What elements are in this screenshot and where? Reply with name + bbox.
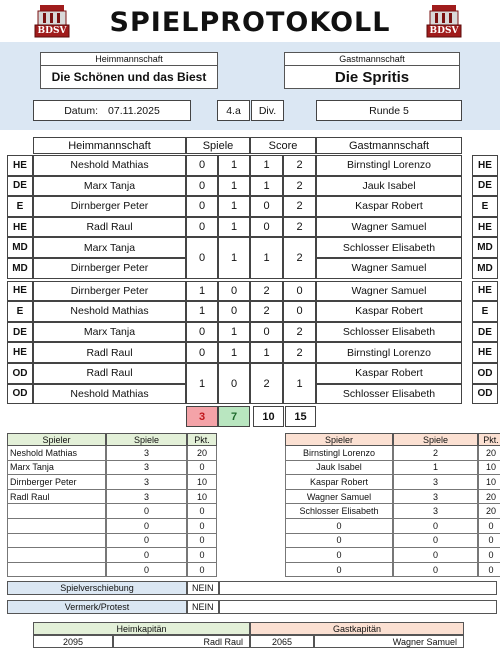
date-value: 07.11.2025 xyxy=(108,104,160,117)
postpone-label: Spielverschiebung xyxy=(7,581,187,595)
home-player-name: Radl Raul xyxy=(33,342,186,363)
away-player-name: Schlosser Elisabeth xyxy=(285,504,393,519)
score-away: 2 xyxy=(283,237,316,278)
score-home: 0 xyxy=(250,196,283,217)
away-player-points: 0 xyxy=(478,548,500,563)
home-player-points: 0 xyxy=(187,461,217,476)
games-away: 1 xyxy=(218,217,250,238)
score-home: 2 xyxy=(250,363,283,404)
home-player-name: Marx Tanja xyxy=(33,322,186,343)
away-captain-id: 2065 xyxy=(250,635,314,648)
match-type-right: HE xyxy=(472,217,498,238)
score-away: 2 xyxy=(283,176,316,197)
score-away: 2 xyxy=(283,217,316,238)
score-home: 2 xyxy=(250,301,283,322)
away-player-name: 0 xyxy=(285,563,393,578)
league-field: 4.a xyxy=(217,100,250,121)
away-col-header-points: Pkt. xyxy=(478,433,500,446)
home-player-points: 10 xyxy=(187,490,217,505)
games-home: 0 xyxy=(186,237,218,278)
total-score-away: 15 xyxy=(285,406,316,427)
home-player-games: 0 xyxy=(106,548,187,563)
home-player-name: Neshold Mathias xyxy=(33,155,186,176)
score-away: 1 xyxy=(283,363,316,404)
games-away: 1 xyxy=(218,237,250,278)
home-player-name: Marx Tanja xyxy=(33,176,186,197)
home-player-name: Dirnberger Peter xyxy=(7,475,106,490)
match-type-right: MD xyxy=(472,237,498,258)
match-type-right: OD xyxy=(472,384,498,405)
match-type-right: E xyxy=(472,301,498,322)
away-player-points: 0 xyxy=(478,563,500,578)
games-home: 0 xyxy=(186,155,218,176)
away-team-name: Die Spritis xyxy=(284,65,460,89)
away-captain-label: Gastkapitän xyxy=(250,622,464,635)
score-home: 1 xyxy=(250,237,283,278)
match-type-right: E xyxy=(472,196,498,217)
away-player-name: 0 xyxy=(285,548,393,563)
protest-value: NEIN xyxy=(187,600,219,614)
home-player-name xyxy=(7,534,106,549)
match-type-left: E xyxy=(7,196,33,217)
away-player-name: Jauk Isabel xyxy=(285,461,393,476)
score-away: 0 xyxy=(283,281,316,302)
match-type-right: HE xyxy=(472,155,498,176)
away-player-points: 20 xyxy=(478,490,500,505)
home-player-points: 0 xyxy=(187,519,217,534)
games-home: 0 xyxy=(186,176,218,197)
home-player-games: 3 xyxy=(106,461,187,476)
away-player-games: 0 xyxy=(393,519,478,534)
home-player-points: 10 xyxy=(187,475,217,490)
away-player-name: Wagner Samuel xyxy=(316,258,462,279)
total-games-away: 7 xyxy=(218,406,250,427)
away-player-points: 20 xyxy=(478,504,500,519)
match-header-home: Heimmannschaft xyxy=(33,137,186,154)
home-captain-id: 2095 xyxy=(33,635,113,648)
score-away: 2 xyxy=(283,322,316,343)
away-player-points: 0 xyxy=(478,534,500,549)
match-type-right: HE xyxy=(472,281,498,302)
match-header-score: Score xyxy=(250,137,316,154)
away-player-games: 3 xyxy=(393,504,478,519)
away-team-label: Gastmannschaft xyxy=(284,52,460,65)
home-player-games: 0 xyxy=(106,504,187,519)
home-player-points: 20 xyxy=(187,446,217,461)
home-player-name: Dirnberger Peter xyxy=(33,196,186,217)
postpone-notes xyxy=(219,581,497,595)
match-type-left: OD xyxy=(7,384,33,405)
games-away: 1 xyxy=(218,155,250,176)
match-type-left: HE xyxy=(7,342,33,363)
away-player-name: Wagner Samuel xyxy=(285,490,393,505)
page-title: SPIELPROTOKOLL xyxy=(109,6,391,38)
home-player-name: Marx Tanja xyxy=(33,237,186,258)
away-player-name: 0 xyxy=(285,519,393,534)
away-player-name: Kaspar Robert xyxy=(316,301,462,322)
away-player-name: Birnstingl Lorenzo xyxy=(285,446,393,461)
score-away: 2 xyxy=(283,155,316,176)
match-type-left: HE xyxy=(7,281,33,302)
home-team-label: Heimmannschaft xyxy=(40,52,218,65)
away-player-name: Schlosser Elisabeth xyxy=(316,237,462,258)
away-player-games: 3 xyxy=(393,490,478,505)
away-player-name: Schlosser Elisabeth xyxy=(316,322,462,343)
match-type-left: OD xyxy=(7,363,33,384)
bdsv-logo-right xyxy=(426,4,462,38)
home-captain-label: Heimkapitän xyxy=(33,622,250,635)
games-home: 0 xyxy=(186,196,218,217)
away-player-name: Birnstingl Lorenzo xyxy=(316,342,462,363)
home-player-name: Marx Tanja xyxy=(7,461,106,476)
away-player-name: Kaspar Robert xyxy=(285,475,393,490)
home-player-name: Radl Raul xyxy=(7,490,106,505)
away-player-points: 10 xyxy=(478,475,500,490)
home-player-games: 3 xyxy=(106,490,187,505)
home-player-points: 0 xyxy=(187,548,217,563)
match-type-right: HE xyxy=(472,342,498,363)
match-type-right: DE xyxy=(472,176,498,197)
date-label: Datum: xyxy=(64,104,99,117)
away-player-name: Kaspar Robert xyxy=(316,363,462,384)
home-captain-name: Radl Raul xyxy=(113,635,250,648)
away-player-name: Wagner Samuel xyxy=(316,281,462,302)
home-player-name xyxy=(7,519,106,534)
away-player-games: 2 xyxy=(393,446,478,461)
logo-text: BDSV xyxy=(37,26,67,36)
match-type-right: OD xyxy=(472,363,498,384)
match-type-left: MD xyxy=(7,258,33,279)
home-player-name: Radl Raul xyxy=(33,363,186,384)
away-player-points: 0 xyxy=(478,519,500,534)
away-player-name: Wagner Samuel xyxy=(316,217,462,238)
match-type-left: HE xyxy=(7,217,33,238)
score-away: 2 xyxy=(283,196,316,217)
games-home: 0 xyxy=(186,342,218,363)
score-home: 1 xyxy=(250,176,283,197)
match-type-left: E xyxy=(7,301,33,322)
home-player-games: 3 xyxy=(106,475,187,490)
away-player-games: 0 xyxy=(393,563,478,578)
games-home: 1 xyxy=(186,281,218,302)
home-player-name: Neshold Mathias xyxy=(7,446,106,461)
home-player-name: Dirnberger Peter xyxy=(33,281,186,302)
protest-notes xyxy=(219,600,497,614)
away-player-games: 1 xyxy=(393,461,478,476)
match-header-away: Gastmannschaft xyxy=(316,137,462,154)
match-type-left: MD xyxy=(7,237,33,258)
date-field xyxy=(33,100,191,121)
away-player-name: Kaspar Robert xyxy=(316,196,462,217)
score-away: 2 xyxy=(283,342,316,363)
score-home: 1 xyxy=(250,155,283,176)
away-player-name: 0 xyxy=(285,534,393,549)
score-home: 1 xyxy=(250,342,283,363)
bdsv-logo-left xyxy=(34,4,70,38)
away-player-games: 3 xyxy=(393,475,478,490)
home-player-games: 3 xyxy=(106,446,187,461)
home-player-points: 0 xyxy=(187,563,217,578)
home-player-name xyxy=(7,504,106,519)
away-captain-name: Wagner Samuel xyxy=(314,635,464,648)
score-home: 2 xyxy=(250,281,283,302)
match-header-games: Spiele xyxy=(186,137,250,154)
games-away: 1 xyxy=(218,322,250,343)
home-player-points: 0 xyxy=(187,504,217,519)
games-home: 0 xyxy=(186,322,218,343)
home-player-name xyxy=(7,563,106,578)
postpone-value: NEIN xyxy=(187,581,219,595)
protest-label: Vermerk/Protest xyxy=(7,600,187,614)
score-home: 0 xyxy=(250,322,283,343)
match-type-right: DE xyxy=(472,322,498,343)
home-player-name: Radl Raul xyxy=(33,217,186,238)
away-player-points: 20 xyxy=(478,446,500,461)
away-player-points: 10 xyxy=(478,461,500,476)
score-home: 0 xyxy=(250,217,283,238)
match-type-right: MD xyxy=(472,258,498,279)
home-player-games: 0 xyxy=(106,563,187,578)
games-away: 0 xyxy=(218,281,250,302)
home-player-name xyxy=(7,548,106,563)
away-player-name: Schlosser Elisabeth xyxy=(316,384,462,405)
home-player-name: Neshold Mathias xyxy=(33,384,186,405)
home-player-games: 0 xyxy=(106,534,187,549)
away-col-header-player: Spieler xyxy=(285,433,393,446)
home-col-header-games: Spiele xyxy=(106,433,187,446)
games-away: 1 xyxy=(218,342,250,363)
games-away: 1 xyxy=(218,196,250,217)
games-home: 0 xyxy=(186,217,218,238)
total-games-home: 3 xyxy=(186,406,218,427)
away-player-name: Jauk Isabel xyxy=(316,176,462,197)
score-away: 0 xyxy=(283,301,316,322)
games-home: 1 xyxy=(186,301,218,322)
away-player-name: Birnstingl Lorenzo xyxy=(316,155,462,176)
div-label: Div. xyxy=(251,100,284,121)
games-home: 1 xyxy=(186,363,218,404)
away-player-games: 0 xyxy=(393,548,478,563)
home-player-points: 0 xyxy=(187,534,217,549)
games-away: 1 xyxy=(218,176,250,197)
games-away: 0 xyxy=(218,301,250,322)
round-field: Runde 5 xyxy=(316,100,462,121)
match-type-left: DE xyxy=(7,176,33,197)
home-team-name: Die Schönen und das Biest xyxy=(40,65,218,89)
match-type-left: DE xyxy=(7,322,33,343)
away-player-games: 0 xyxy=(393,534,478,549)
away-col-header-games: Spiele xyxy=(393,433,478,446)
home-col-header-player: Spieler xyxy=(7,433,106,446)
total-score-home: 10 xyxy=(253,406,284,427)
home-col-header-points: Pkt. xyxy=(187,433,217,446)
home-player-name: Neshold Mathias xyxy=(33,301,186,322)
games-away: 0 xyxy=(218,363,250,404)
match-type-left: HE xyxy=(7,155,33,176)
home-player-name: Dirnberger Peter xyxy=(33,258,186,279)
home-player-games: 0 xyxy=(106,519,187,534)
logo-text: BDSV xyxy=(429,26,459,36)
